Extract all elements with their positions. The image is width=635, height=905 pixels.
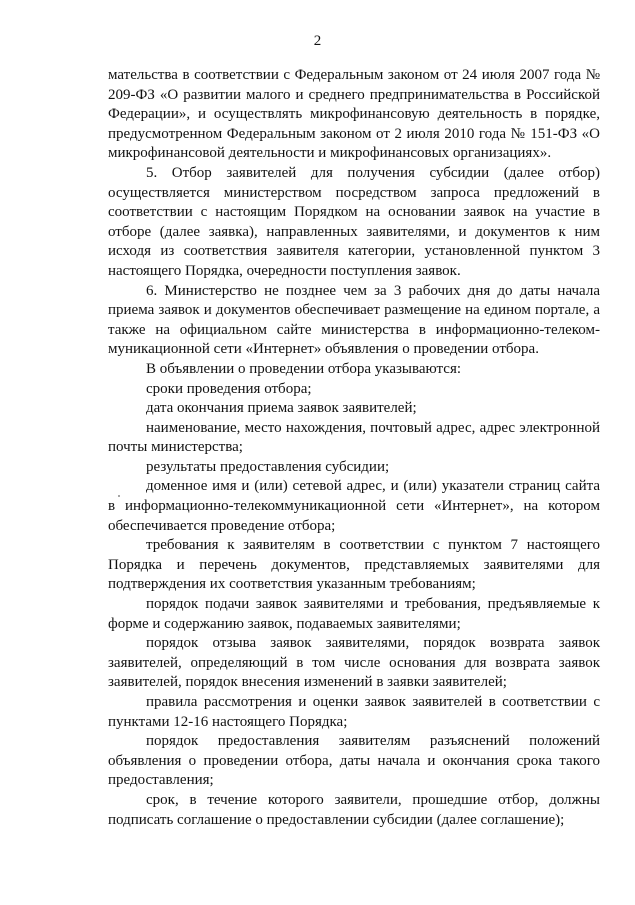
list-item-requirements: требования к заявителям в соответствии с пунктом 7 настоящего Порядка и перечень документов, представляемых заявителями для подтверждения их соответствия указанным требованиям; bbox=[108, 537, 600, 593]
list-item-evaluation-rules: правила рассмотрения и оценки заявок заявителей в соответствии с пунктами 12-16 настоящего Порядка; bbox=[108, 694, 600, 730]
list-item-agreement-deadline: срок, в течение которого заявители, прошедшие отбор, должны подписать соглашение о предоставлении субсидии (далее соглашение); bbox=[108, 791, 600, 828]
paragraph-continuation: мательства в соответствии с Федеральным законом от 24 июля 2007 года № 209-ФЗ «О развитии малого и среднего предпринимательства в Российской Федерации», и осуществлять микрофинансовую деятельность в порядке, предусмотренном Федеральным законом от 2 июля 2010 года № 151-ФЗ «О микрофинансовой деятельности и микрофинансовых организациях». bbox=[108, 67, 600, 162]
list-item-clarification-procedure: порядок предоставления заявителям разъяснений положений объявления о проведении отбора, даты начала и окончания срока такого предоставления; bbox=[108, 733, 600, 789]
list-item-end-date: дата окончания приема заявок заявителей; bbox=[146, 400, 417, 417]
list-item-ministry-contacts: наименование, место нахождения, почтовый адрес, адрес электронной почты министерства; bbox=[108, 419, 600, 456]
list-item-domain-name: доменное имя и (или) сетевой адрес, и (или) указатели страниц сайта в информационно-телекоммуникационной сети «Интернет», на котором обеспечивается проведение отбора; bbox=[108, 478, 600, 534]
list-item-results: результаты предоставления субсидии; bbox=[146, 458, 390, 475]
list-item-deadlines: сроки проведения отбора; bbox=[146, 380, 312, 397]
paragraph-item-5: 5. Отбор заявителей для получения субсидии (далее отбор) осуществляется министерством посредством запроса предложений в соответствии с настоящим Порядком на основании заявок на участие в отборе (далее заявка), направленных заявителями, и документов к ним исходя из соответствия заявителя категории, установленной пунктом 3 настоящего Порядка, очередности поступления заявок. bbox=[108, 164, 600, 279]
scan-speck bbox=[118, 495, 120, 497]
list-item-withdrawal-procedure: порядок отзыва заявок заявителями, порядок возврата заявок заявителей, определяющий в том числе основания для возврата заявок заявителей, порядок внесения изменений в заявки заявителей; bbox=[108, 635, 600, 691]
paragraph-item-6: 6. Министерство не позднее чем за 3 рабочих дня до даты начала приема заявок и документов обеспечивает размещение на едином портале, а также на официальном сайте министерства в информационно-телеком-муникационной сети «Интернет» объявления о проведении отбора. bbox=[108, 282, 600, 358]
list-item-submission-procedure: порядок подачи заявок заявителями и требования, предъявляемые к форме и содержанию заявок, подаваемых заявителями; bbox=[108, 596, 600, 632]
document-body bbox=[108, 66, 600, 830]
paragraph-announcement-intro: В объявлении о проведении отбора указываются: bbox=[146, 360, 462, 377]
page-number: 2 bbox=[313, 33, 322, 49]
